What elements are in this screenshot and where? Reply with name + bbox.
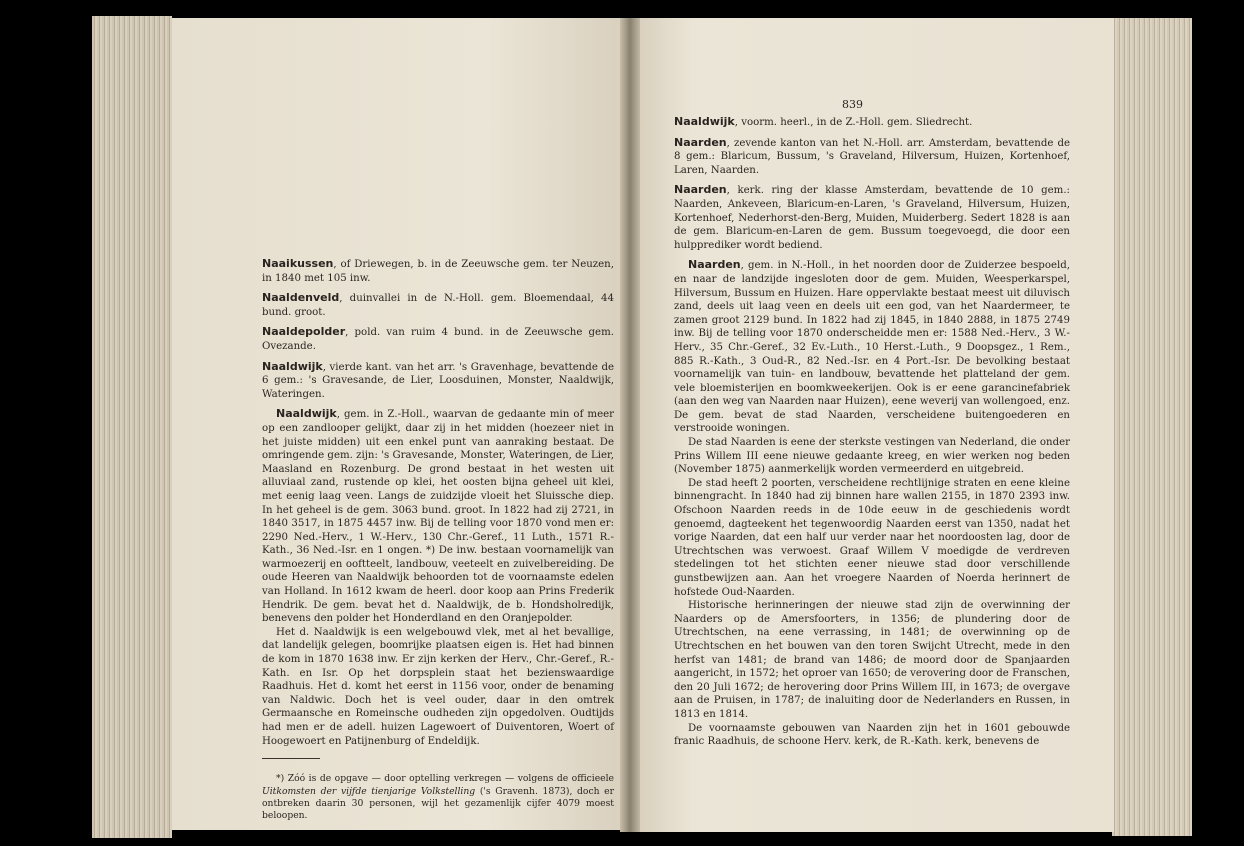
entry-headword: Naaldepolder — [262, 325, 346, 339]
page-edges-left — [92, 16, 172, 838]
paragraph-naaldwijk-dorp — [262, 626, 614, 748]
entry-text: , voorm. heerl., in de Z.-Holl. gem. Sliedrecht. — [734, 117, 973, 128]
entry-text: Het d. Naaldwijk is een welgebouwd vlek, met al het bevallige, dat landelijk gelegen, boomrijke plaatsen eigen is. Het had binnen de kom in 1870 1638 inw. Er zijn kerken der Herv., Chr.-Geref., R.-Kath. en Isr. Op het dorpsplein staat het bezienswaardige Raadhuis. Het d. komt het eerst in 1156 voor, onder de benaming van Naldwic. Doch het is veel ouder, daar in den omtrek Germaansche en Romeinsche oudheden zijn opgedolven. Oudtijds had men er de adell. huizen Lagewoert of Duiventoren, Woert of Hoogewoert en Patijnenburg of Endeldijk. — [262, 626, 614, 747]
entry-naarden-ring — [674, 183, 1070, 252]
entry-headword: Naarden — [674, 135, 727, 149]
paragraph-historie — [674, 599, 1070, 721]
entry-naaldwijk-heerl — [674, 115, 1070, 130]
page-edges-right — [1112, 18, 1192, 836]
left-page-text — [262, 257, 614, 823]
entry-text: , zevende kanton van het N.-Holl. arr. Amsterdam, bevattende de 8 gem.: Blaricum, Bussum, 's Graveland, Hilversum, Huizen, Kortenhoef, Laren, Naarden. — [674, 137, 1070, 176]
entry-text: , kerk. ring der klasse Amsterdam, bevattende de 10 gem.: Naarden, Ankeveen, Blaricum-en-Laren, 's Graveland, Hilversum, Huizen, Kortenhoef, Nederhorst-den-Berg, Muiden, Muiderberg. Sedert 1828 is aan de gem. Blaricum-en-Laren de gem. Bussum toegevoegd, die door een hulpprediker wordt bediend. — [674, 185, 1070, 251]
entry-headword: Naarden — [688, 258, 741, 272]
footnote-post: ('s Gravenh. 1873), doch er ontbreken daarin 30 personen, wijl het gezamenlijk cijfer 4079 moest beloopen. — [262, 785, 614, 822]
entry-naarden-gem — [674, 258, 1070, 436]
entry-text: , of Driewegen, b. in de Zeeuwsche gem. ter Neuzen, in 1840 met 105 inw. — [262, 259, 614, 284]
footnote-pre: *) Zóó is de opgave — door optelling verkregen — volgens de officieele — [276, 773, 614, 785]
entry-naaldwijk-gem — [262, 407, 614, 626]
entry-headword: Naaldwijk — [276, 407, 337, 421]
right-page-text — [674, 115, 1070, 749]
paragraph-gebouwen — [674, 722, 1070, 749]
entry-headword: Naaikussen — [262, 257, 334, 270]
paragraph-vesting — [674, 436, 1070, 477]
footnote-rule — [262, 758, 320, 759]
entry-naaldepolder — [262, 325, 614, 353]
entry-text: , vierde kant. van het arr. 's Gravenhage, bevattende de 6 gem.: 's Gravesande, de Lier, Loosduinen, Monster, Naaldwijk, Wateringen. — [262, 361, 614, 400]
entry-text: , gem. in N.-Holl., in het noorden door de Zuiderzee bespoeld, en naar de landzijde ingesloten door de gem. Muiden, Weesperkarspel, Hilversum, Bussum en Huizen. Hare oppervlakte bestaat meest uit diluvisch zand, deels uit laag veen en deels uit een god, van het Naardermeer, te zamen groot 2129 bund. In 1822 had zij 1845, in 1840 2888, in 1875 2749 inw. Bij de telling voor 1870 onderscheidde men er: 1588 Ned.-Herv., 3 W.-Herv., 35 Chr.-Geref., 32 Ev.-Luth., 10 Herst.-Luth., 9 Doopsgez., 1 Rem., 885 R.-Kath., 3 Oud-R., 82 Ned.-Isr. en 4 Port.-Isr. De bevolking bestaat voornamelijk van tuin- en landbouw, bevattende het platteland der gem. vele bloemisterijen en boomkweekerijen. Ook is er eene garancinefabriek (aan den weg van Naarden naar Huizen), eene weverij van wollengoed, enz. De gem. bevat de stad Naarden, verscheidene buitengoederen en verstrooide woningen. — [674, 260, 1070, 435]
entry-headword: Naaldwijk — [674, 115, 735, 128]
entry-text: , gem. in Z.-Holl., waarvan de gedaante min of meer op een zandlooper gelijkt, daar zij in het midden (hoezeer niet in het juiste midden) uit een enkel punt van aanraking bestaat. De omringende gem. zijn: 's Gravesande, Monster, Wateringen, de Lier, Maasland en Rozenburg. De grond bestaat in het westen uit alluviaal zand, rustende op klei, het oosten bijna geheel uit klei, met eenig laag veen. Langs de zuidzijde vloeit het Sluissche diep. In het geheel is de gem. 3063 bund. groot. In 1822 had zij 2721, in 1840 3517, in 1875 4457 inw. Bij de telling voor 1870 vond men er: 2290 Ned.-Herv., 1 W.-Herv., 130 Chr.-Geref., 11 Luth., 1571 R.-Kath., 36 Ned.-Isr. en 1 ongen. *) De inw. bestaan voornamelijk van warmoezerij en ooftteelt, landbouw, veeteelt en zuivelbereiding. De oude Heeren van Naaldwijk behoorden tot de voornaamste edelen van Holland. In 1612 kwam de heerl. door koop aan Prins Frederik Hendrik. De gem. bevat het d. Naaldwijk, de b. Hondsholredijk, benevens den polder het Honderdland en den Oranjepolder. — [262, 409, 614, 625]
book-gutter — [620, 18, 640, 832]
entry-naaldenveld — [262, 291, 614, 319]
entry-headword: Naaldenveld — [262, 291, 340, 305]
entry-text: De stad Naarden is eene der sterkste vestingen van Nederland, die onder Prins Willem III eene nieuwe gedaante kreeg, en wier werken nog beden (November 1875) aanmerkelijk worden vermeerderd en uitgebreid. — [674, 437, 1070, 476]
entry-naaikussen — [262, 257, 614, 285]
entry-text: , duinvallei in de N.-Holl. gem. Bloemendaal, 44 bund. groot. — [262, 293, 614, 318]
entry-headword: Naaldwijk — [262, 359, 323, 373]
entry-naarden-kanton — [674, 136, 1070, 178]
entry-text: Historische herinneringen der nieuwe stad zijn de overwinning der Naarders op de Amersfoorters, in 1356; de plundering door de Utrechtschen, na eene verrassing, in 1481; de overwinning op de Utrechtschen en het bouwen van den toren Swijcht Utrecht, mede in den herfst van 1481; de brand van 1486; de moord door de Spanjaarden aangericht, in 1572; het oproer van 1650; de verovering door de Franschen, den 20 Juli 1672; de herovering door Prins Willem III, in 1673; de overgave aan de Pruisen, in 1787; de inaluiting door de Nederlanders en Russen, in 1813 en 1814. — [674, 600, 1070, 720]
entry-headword: Naarden — [674, 183, 727, 197]
paragraph-stad — [674, 477, 1070, 599]
entry-text: , pold. van ruim 4 bund. in de Zeeuwsche gem. Ovezande. — [262, 327, 614, 352]
page-number: 839 — [842, 98, 863, 111]
entry-text: De stad heeft 2 poorten, verscheidene rechtlijnige straten en eene kleine binnengracht. In 1840 had zij binnen hare wallen 2155, in 1870 2393 inw. Ofschoon Naarden reeds in de 10de eeuw in de geschiedenis wordt genoemd, dagteekent het tegenwoordig Naarden eerst van 1350, nadat het vorige Naarden, dat een half uur verder naar het noordoosten lag, door de Utrechtschen was verwoest. Graaf Willem V moedigde de verdreven stedelingen tot het stichten eener nieuwe stad door verschillende gunstbewijzen aan. Aan het vroegere Naarden of Noerda herinnert de hofstede Oud-Naarden. — [674, 477, 1070, 598]
entry-text: De voornaamste gebouwen van Naarden zijn het in 1601 gebouwde franic Raadhuis, de schoone Herv. kerk, de R.-Kath. kerk, benevens de — [674, 722, 1070, 748]
footnote-title: Uitkomsten der vijfde tienjarige Volkstelling — [262, 785, 476, 797]
footnote — [262, 773, 614, 823]
entry-naaldwijk-kanton — [262, 360, 614, 402]
